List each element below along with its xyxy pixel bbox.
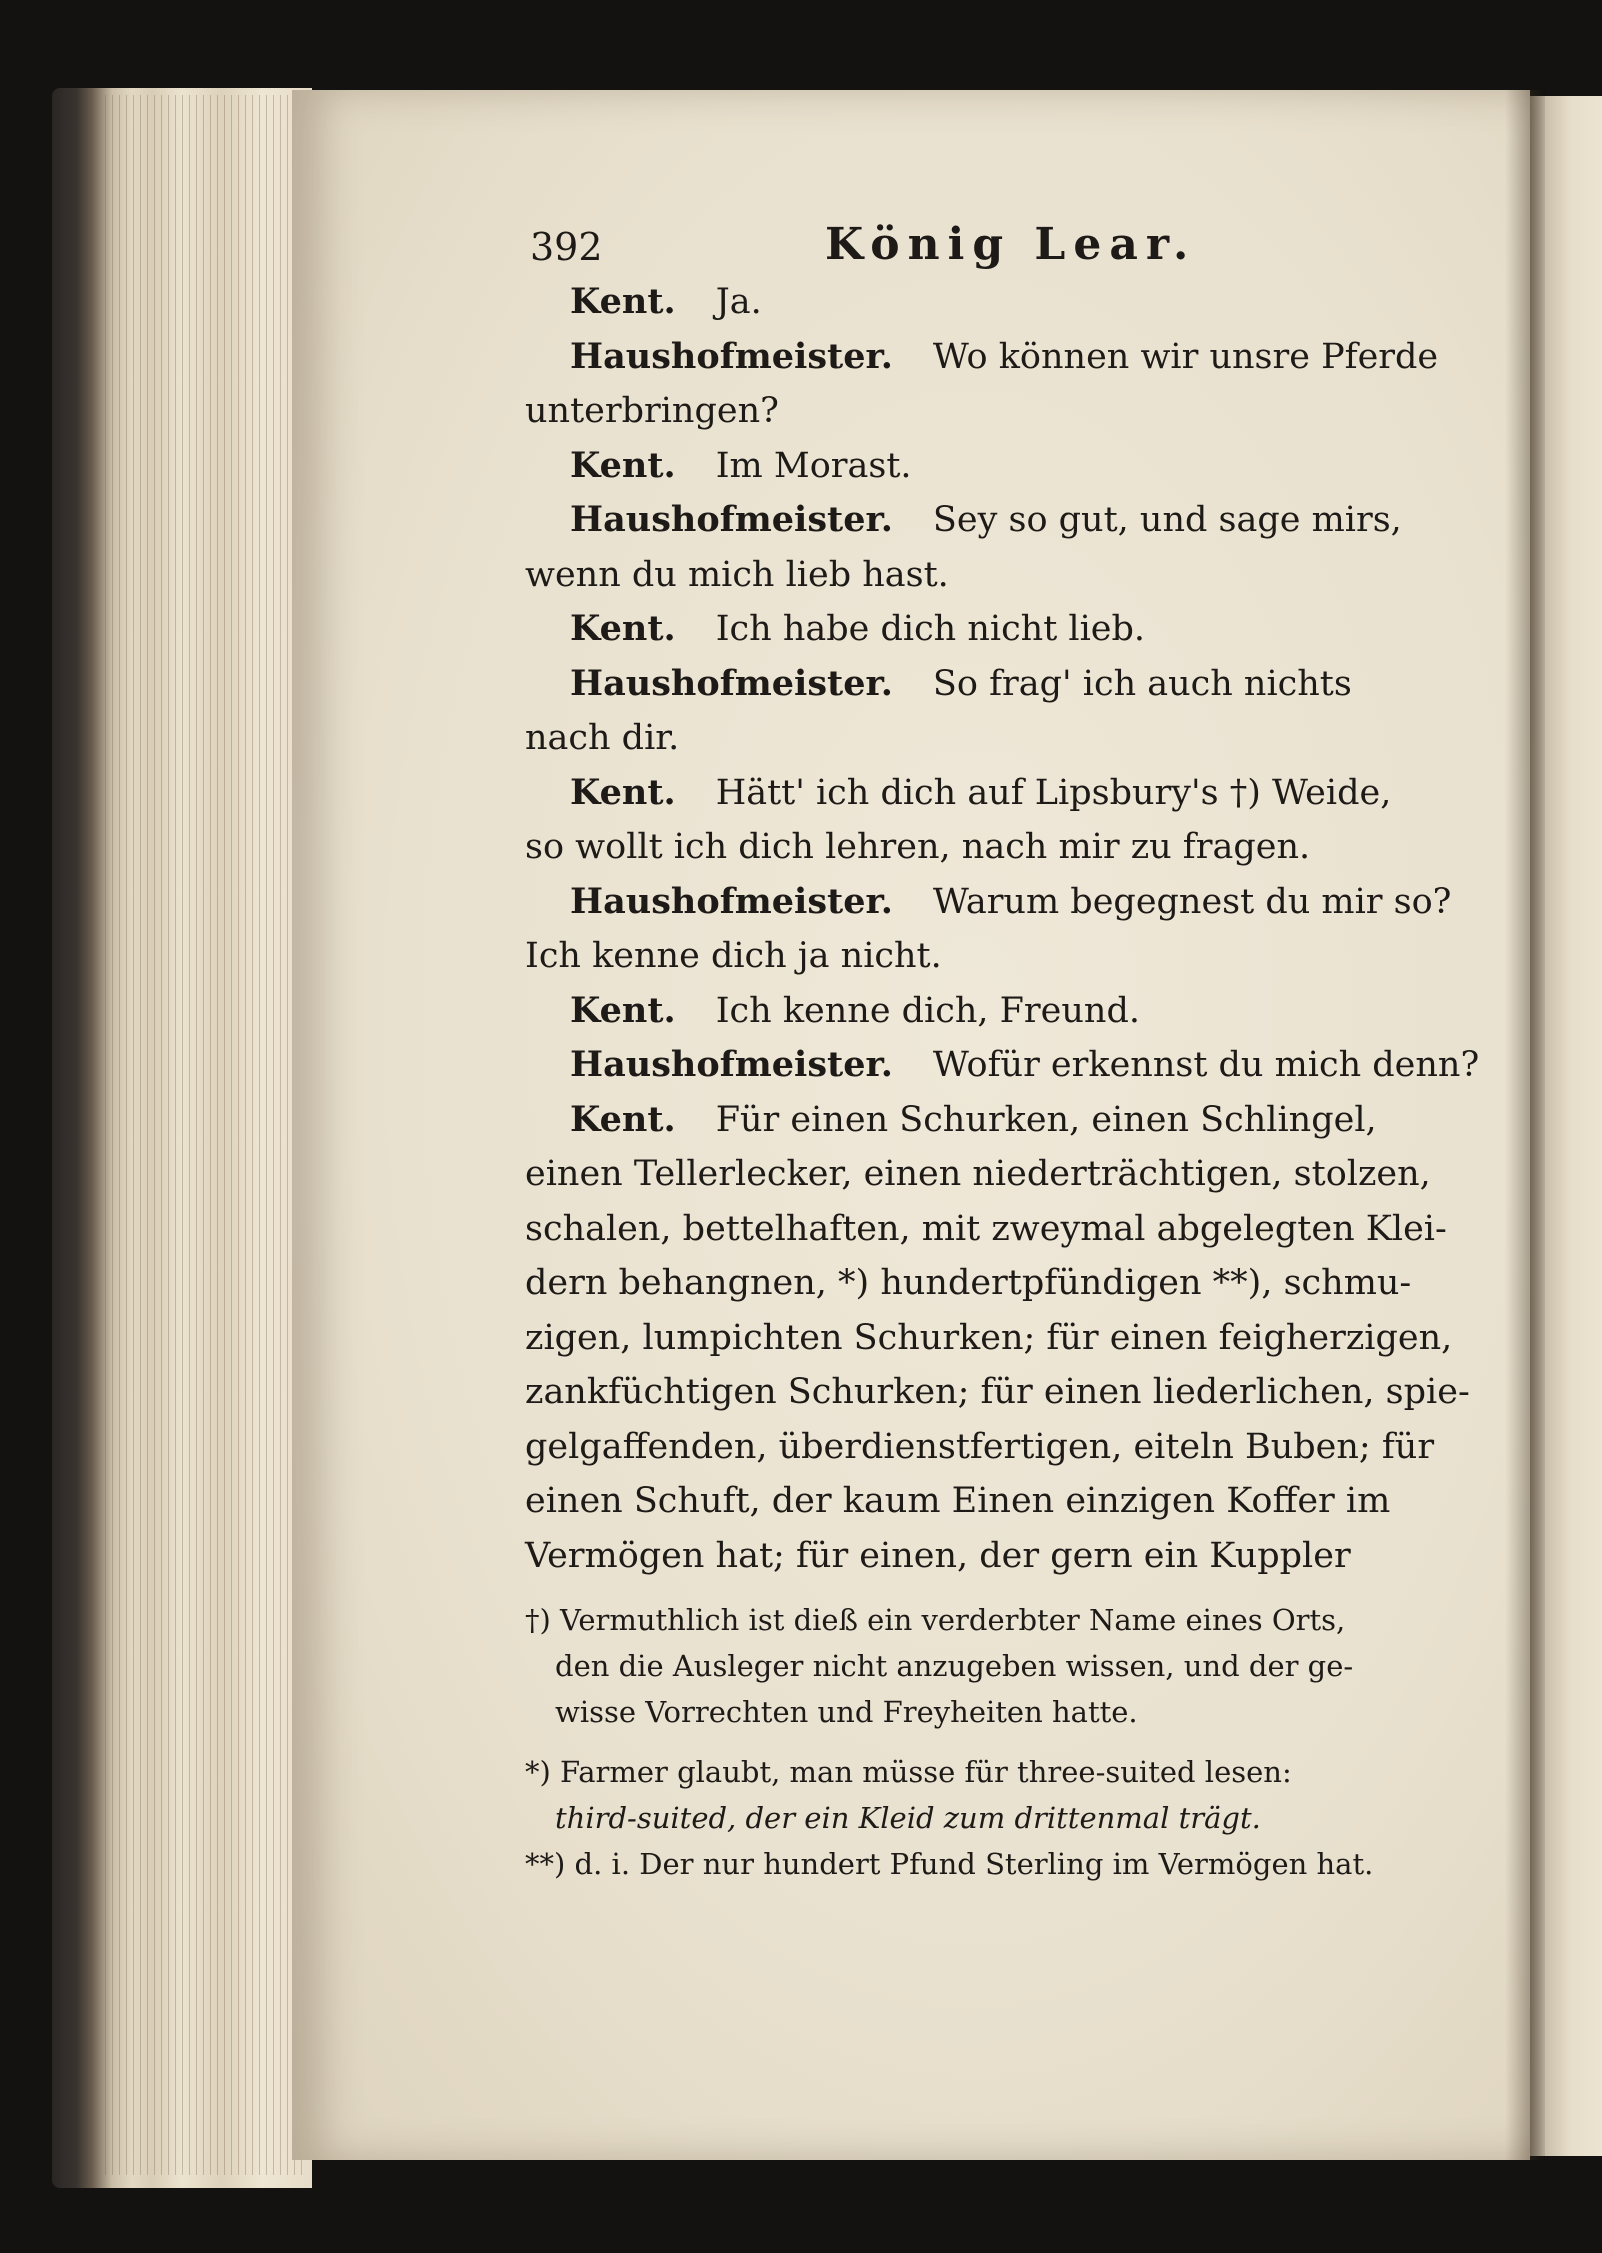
dialogue-line: Kent. Im Morast. — [570, 444, 912, 486]
page-number: 392 — [530, 225, 603, 269]
dialogue-line: dern behangnen, *) hundertpfündigen **), schmu- — [525, 1263, 1412, 1303]
footnote-line: wisse Vorrechten und Freyheiten hatte. — [555, 1695, 1138, 1729]
dialogue-line: Kent. Ich habe dich nicht lieb. — [570, 608, 1146, 649]
dialogue-line: Vermögen hat; für einen, der gern ein Kuppler — [525, 1535, 1351, 1576]
footnote-line: †) Vermuthlich ist dieß ein verderbter Name eines Orts, — [525, 1603, 1346, 1637]
dialogue-line: Haushofmeister. Warum begegnest du mir so? — [570, 880, 1452, 922]
dialogue — [525, 275, 1480, 1583]
dialogue-line: Kent. Für einen Schurken, einen Schlingel, — [570, 1098, 1377, 1140]
dialogue-line: Haushofmeister. So frag' ich auch nichts — [570, 662, 1352, 704]
page-edge-lines — [105, 95, 305, 2175]
footnote-line: third-suited, der ein Kleid zum drittenmal trägt. — [555, 1801, 1261, 1835]
dialogue-line: wenn du mich lieb hast. — [525, 554, 949, 595]
dialogue-line: Haushofmeister. Wofür erkennst du mich denn? — [570, 1044, 1480, 1085]
dialogue-line: unterbringen? — [525, 391, 779, 431]
running-title: König Lear. — [825, 219, 1197, 270]
dialogue-line: Kent. Ich kenne dich, Freund. — [570, 989, 1140, 1031]
footnotes — [525, 1597, 1400, 1887]
footnote-line: den die Ausleger nicht anzugeben wissen, und der ge- — [555, 1649, 1354, 1683]
dialogue-line: gelgaffenden, überdienstfertigen, eiteln Buben; für — [525, 1426, 1435, 1467]
dialogue-line: Ich kenne dich ja nicht. — [525, 936, 942, 976]
gutter-shadow — [1505, 90, 1545, 2160]
dialogue-line: einen Schuft, der kaum Einen einzigen Koffer im — [525, 1481, 1391, 1521]
page-header — [525, 215, 1400, 275]
dialogue-line: so wollt ich dich lehren, nach mir zu fragen. — [525, 827, 1311, 867]
footnote-line: *) Farmer glaubt, man müsse für three-suited lesen: — [525, 1755, 1292, 1789]
dialogue-line: einen Tellerlecker, einen niederträchtigen, stolzen, — [525, 1154, 1431, 1194]
dialogue-line: Haushofmeister. Wo können wir unsre Pferde — [570, 335, 1439, 377]
dialogue-line: Kent. Ja. — [570, 281, 762, 322]
dialogue-line: Kent. Hätt' ich dich auf Lipsbury's †) Weide, — [570, 771, 1392, 813]
page-text — [525, 215, 1480, 1887]
dialogue-line: schalen, bettelhaften, mit zweymal abgelegten Klei- — [525, 1208, 1447, 1249]
dialogue-line: zankfüchtigen Schurken; für einen liederlichen, spie- — [525, 1372, 1470, 1412]
dialogue-line: zigen, lumpichten Schurken; für einen feigherzigen, — [525, 1317, 1453, 1358]
dialogue-line: nach dir. — [525, 718, 680, 758]
dialogue-line: Haushofmeister. Sey so gut, und sage mirs, — [570, 499, 1402, 540]
footnote-line: **) d. i. Der nur hundert Pfund Sterling im Vermögen hat. — [525, 1847, 1374, 1881]
